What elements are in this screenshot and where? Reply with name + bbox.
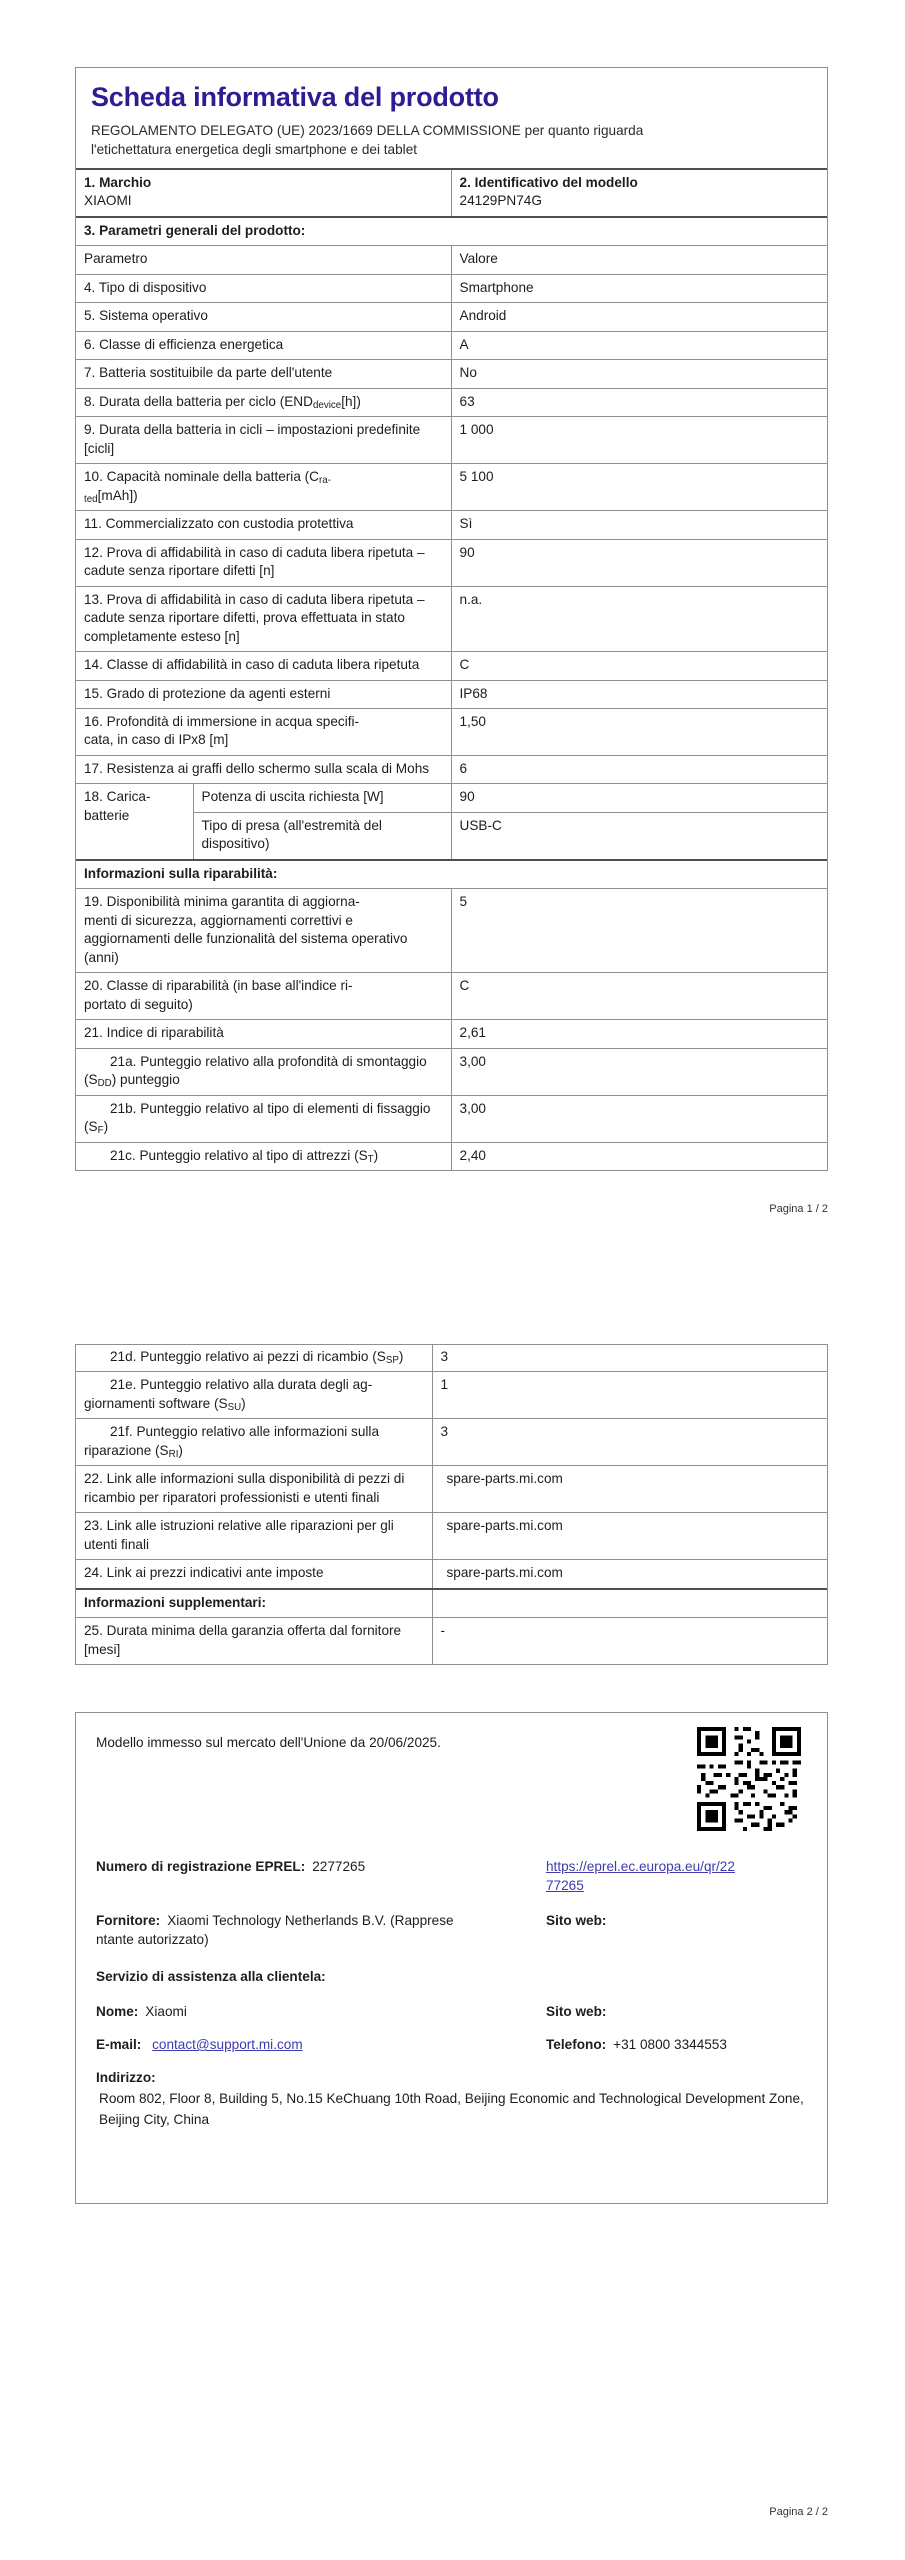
email	[96, 2035, 546, 2054]
param-label: 21f. Punteggio relativo alle informazioni sulla riparazione $(S_{RI})$	[76, 1419, 432, 1466]
param-value: 63	[451, 388, 827, 416]
charger-sub-label: Potenza di uscita richiesta [W]	[193, 784, 451, 812]
param-label: 22. Link alle informazioni sulla disponibilità di pezzi di ricambio per riparatori professionisti e utenti finali	[76, 1466, 432, 1513]
table-row	[76, 417, 827, 464]
param-value: A	[451, 331, 827, 359]
table-row	[76, 511, 827, 539]
table-row	[76, 680, 827, 708]
param-label: 14. Classe di affidabilità in caso di caduta libera ripetuta	[76, 652, 451, 680]
charger-sub-label: Tipo di presa (all'estremità del dispositivo)	[193, 812, 451, 859]
brand-cell	[76, 169, 451, 217]
section-supplementary-row	[76, 1589, 827, 1618]
param-value: 5	[451, 889, 827, 973]
eprel-label: Numero di registrazione EPREL:	[96, 1859, 306, 1874]
table-row	[76, 1560, 827, 1589]
col-value-header: Valore	[451, 246, 827, 274]
param-label: 24. Link ai prezzi indicativi ante imposte	[76, 1560, 432, 1589]
table-row	[76, 1048, 827, 1095]
section-repair-heading: Informazioni sulla riparabilità:	[76, 860, 827, 889]
param-value: Android	[451, 303, 827, 331]
table-row	[76, 586, 827, 651]
table-row	[76, 303, 827, 331]
charger-sub-value: 90	[451, 784, 827, 812]
param-value: 1,50	[451, 708, 827, 755]
param-label: 8. Durata della batteria per ciclo $(END_{device}[h])$	[76, 388, 451, 416]
website2	[546, 2002, 807, 2021]
param-value: 6	[451, 755, 827, 783]
column-header-row	[76, 246, 827, 274]
param-label: 15. Grado di protezione da agenti esterni	[76, 680, 451, 708]
table-row	[76, 1466, 827, 1513]
section-repair-row	[76, 860, 827, 889]
param-value: No	[451, 360, 827, 388]
param-value: 3	[432, 1419, 827, 1466]
param-value: 1 000	[451, 417, 827, 464]
param-label: 16. Profondità di immersione in acqua specifi- cata, in caso di IPx8 [m]	[76, 708, 451, 755]
table-row	[76, 708, 827, 755]
param-value: 90	[451, 539, 827, 586]
name-value: Xiaomi	[145, 2004, 187, 2020]
table-row	[76, 1419, 827, 1466]
address-label: Indirizzo:	[96, 2070, 156, 2086]
supplier	[96, 1911, 546, 1949]
table-row	[76, 274, 827, 302]
customer-service-heading: Servizio di assistenza alla clientela:	[96, 1969, 326, 1985]
website2-label: Sito web:	[546, 2004, 607, 2020]
col-param-header: Parametro	[76, 246, 451, 274]
param-label: 21d. Punteggio relativo ai pezzi di ricambio $(S_{SP})$	[110, 1349, 404, 1366]
market-note: Modello immesso sul mercato dell'Unione da 20/06/2025.	[96, 1735, 441, 1750]
name-label: Nome:	[96, 2004, 139, 2020]
param-label: 21. Indice di riparabilità	[76, 1020, 451, 1048]
param-label: 10. Capacità nominale della batteria ($C_{ra-}$ $_{ted}$[mAh])	[76, 464, 451, 511]
supplier-info-box	[75, 1712, 828, 2204]
page2-footer: Pagina 2 / 2	[769, 2506, 828, 2518]
website	[546, 1911, 807, 1949]
table-row	[76, 1142, 827, 1170]
brand-label: 1. Marchio	[84, 174, 152, 190]
eprel-number: 2277265	[312, 1859, 366, 1874]
market-note-row	[96, 1729, 807, 1831]
param-value: Sì	[451, 511, 827, 539]
param-label: 13. Prova di affidabilità in caso di caduta libera ripetuta – cadute senza riportare difetti, prova effettuata in stato completamente esteso [n]	[76, 586, 451, 651]
table-row	[76, 464, 827, 511]
regulation-subtitle: REGOLAMENTO DELEGATO (UE) 2023/1669 DELLA COMMISSIONE per quanto riguarda l'etichettatura energetica degli smartphone e dei tablet	[91, 122, 644, 157]
table-row	[76, 1618, 827, 1664]
param-label: 7. Batteria sostituibile da parte dell'utente	[76, 360, 451, 388]
param-value: n.a.	[451, 586, 827, 651]
brand-value: XIAOMI	[84, 193, 132, 209]
param-value: C	[451, 652, 827, 680]
eprel-registration	[96, 1857, 546, 1895]
section-supplementary-heading: Informazioni supplementari:	[76, 1589, 432, 1618]
website-label: Sito web:	[546, 1913, 607, 1929]
brand-model-row	[76, 169, 827, 217]
param-label: 11. Commercializzato con custodia protettiva	[76, 511, 451, 539]
param-value: spare-parts.mi.com	[432, 1466, 827, 1513]
param-label: 25. Durata minima della garanzia offerta dal fornitore [mesi]	[76, 1618, 432, 1664]
section-general-row	[76, 217, 827, 246]
param-label: 21e. Punteggio relativo alla durata degli ag- giornamenti software $(S_{SU})$	[76, 1372, 432, 1419]
param-label: 6. Classe di efficienza energetica	[76, 331, 451, 359]
param-label: 21c. Punteggio relativo al tipo di attrezzi $(S_T)$	[76, 1142, 451, 1170]
model-value: 24129PN74G	[459, 193, 542, 209]
supplier-label: Fornitore:	[96, 1913, 161, 1929]
param-value: 3,00	[451, 1048, 827, 1095]
param-label: 20. Classe di riparabilità (in base all'indice ri- portato di seguito)	[76, 973, 451, 1020]
eprel-row	[96, 1857, 807, 1895]
param-label: 17. Resistenza ai graffi dello schermo sulla scala di Mohs	[76, 755, 451, 783]
page1-footer: Pagina 1 / 2	[769, 1203, 828, 1215]
table-row	[76, 1344, 827, 1372]
param-label: 12. Prova di affidabilità in caso di caduta libera ripetuta – cadute senza riportare difetti [n]	[76, 539, 451, 586]
model-cell	[451, 169, 827, 217]
name-row	[96, 2002, 807, 2021]
param-label: 21b. Punteggio relativo al tipo di elementi di fissaggio $(S_F)$	[76, 1095, 451, 1142]
table-row	[76, 1513, 827, 1560]
param-value: 1	[432, 1372, 827, 1419]
param-label: 5. Sistema operativo	[76, 303, 451, 331]
table-row	[76, 652, 827, 680]
param-value: 5 100	[451, 464, 827, 511]
param-value: IP68	[451, 680, 827, 708]
email-link[interactable]: contact@support.mi.com	[152, 2037, 303, 2053]
qr-code-icon	[697, 1727, 801, 1831]
table-row	[76, 1020, 827, 1048]
product-parameters-table	[76, 168, 827, 1170]
charger-label: 18. Carica-batterie	[76, 784, 193, 860]
param-value: 3,00	[451, 1095, 827, 1142]
charger-sub-value: USB-C	[451, 812, 827, 859]
title-block	[76, 68, 827, 168]
param-label: 4. Tipo di dispositivo	[76, 274, 451, 302]
contact-row	[96, 2035, 807, 2054]
table-row	[76, 889, 827, 973]
table-row	[76, 331, 827, 359]
param-value: 3	[432, 1344, 827, 1372]
phone-value: +31 0800 3344553	[613, 2037, 727, 2053]
eprel-link[interactable]: https://eprel.ec.europa.eu/qr/22 77265	[546, 1859, 735, 1894]
param-label: 21a. Punteggio relativo alla profondità di smontaggio $(S_{DD})$ punteggio	[76, 1048, 451, 1095]
param-value: 2,61	[451, 1020, 827, 1048]
param-value: -	[432, 1618, 827, 1664]
charger-row-power	[76, 784, 827, 812]
table-row	[76, 973, 827, 1020]
phone	[546, 2035, 807, 2054]
repairability-table	[76, 1344, 827, 1664]
product-sheet-page2	[75, 1344, 828, 1665]
param-value: Smartphone	[451, 274, 827, 302]
table-row	[76, 539, 827, 586]
model-label: 2. Identificativo del modello	[459, 174, 638, 190]
page-title: Scheda informativa del prodotto	[91, 82, 499, 112]
email-label: E-mail:	[96, 2037, 142, 2053]
param-label: 23. Link alle istruzioni relative alle riparazioni per gli utenti finali	[76, 1513, 432, 1560]
table-row	[76, 388, 827, 416]
phone-label: Telefono:	[546, 2037, 607, 2053]
supplier-name: Xiaomi Technology Netherlands B.V. (Rapprese ntante autorizzato)	[96, 1913, 454, 1948]
param-label: 19. Disponibilità minima garantita di aggiorna- menti di sicurezza, aggiornamenti correttivi e aggiornamenti delle funzionalità del sistema operativo (anni)	[76, 889, 451, 973]
product-sheet-page1	[75, 67, 828, 1171]
param-label: 9. Durata della batteria in cicli – impostazioni predefinite [cicli]	[76, 417, 451, 464]
param-value: 2,40	[451, 1142, 827, 1170]
address-value: Room 802, Floor 8, Building 5, No.15 KeChuang 10th Road, Beijing Economic and Technological Development Zone, Beijing City, China	[99, 2091, 804, 2128]
table-row	[76, 360, 827, 388]
table-row	[76, 1095, 827, 1142]
param-value: C	[451, 973, 827, 1020]
table-row	[76, 755, 827, 783]
empty-cell	[432, 1589, 827, 1618]
supplier-row	[96, 1911, 807, 1949]
param-value: spare-parts.mi.com	[432, 1513, 827, 1560]
table-row	[76, 1372, 827, 1419]
param-value: spare-parts.mi.com	[432, 1560, 827, 1589]
service-name	[96, 2002, 546, 2021]
section-general-heading: 3. Parametri generali del prodotto:	[76, 217, 827, 246]
